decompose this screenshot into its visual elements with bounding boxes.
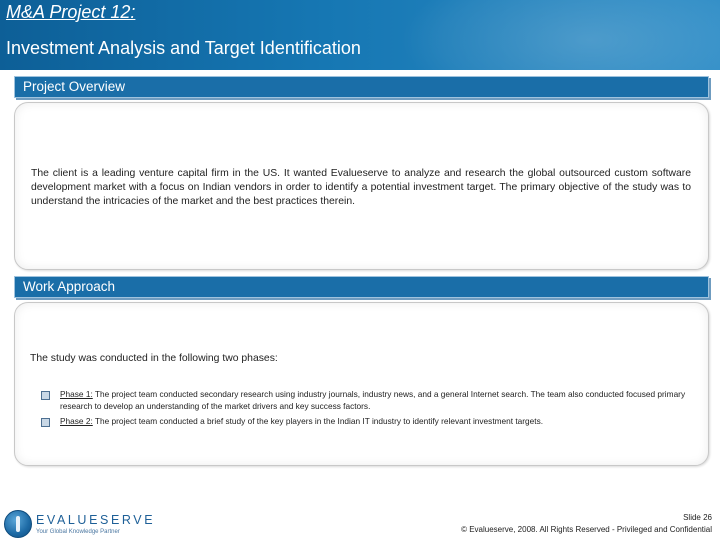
list-item <box>40 389 690 412</box>
phase-text: The project team conducted a brief study of the key players in the Indian IT industry to identify relevant investment targets. <box>92 416 544 426</box>
phase-label: Phase 1: <box>60 389 93 399</box>
footer-info <box>461 512 712 536</box>
evalueserve-logo <box>0 506 170 540</box>
logo-text: EVALUESERVE <box>36 513 156 527</box>
approach-section-bar <box>14 276 709 298</box>
overview-panel <box>14 102 709 270</box>
approach-panel <box>14 302 709 466</box>
overview-section-bar <box>14 76 709 98</box>
overview-heading: Project Overview <box>23 79 126 94</box>
phase-list <box>40 389 690 432</box>
approach-heading: Work Approach <box>23 279 116 294</box>
header-decoration <box>400 0 720 70</box>
list-item <box>40 416 690 428</box>
globe-logo-icon <box>4 510 32 538</box>
project-number-title: M&A Project 12: <box>6 2 136 22</box>
phase-label: Phase 2: <box>60 416 93 426</box>
logo-tagline: Your Global Knowledge Partner <box>36 529 120 535</box>
phase-text: The project team conducted secondary research using industry journals, industry news, and a general Internet search. The team also conducted focused primary research to develop an understanding of the market drivers and key success factors. <box>60 389 686 411</box>
square-bullet-icon <box>41 391 50 400</box>
slide-header <box>0 0 720 70</box>
slide-number: Slide 26 <box>683 513 712 522</box>
approach-intro: The study was conducted in the following two phases: <box>30 353 278 364</box>
copyright-text: © Evalueserve, 2008. All Rights Reserved - Privileged and Confidential <box>461 525 712 534</box>
square-bullet-icon <box>41 418 50 427</box>
overview-text: The client is a leading venture capital firm in the US. It wanted Evalueserve to analyze and research the global outsourced custom software development market with a focus on Indian vendors in order to identify a potential investment target. The primary objective of the study was to understand the intricacies of the market and the best practices therein. <box>31 168 691 207</box>
project-title: Investment Analysis and Target Identification <box>6 38 361 58</box>
